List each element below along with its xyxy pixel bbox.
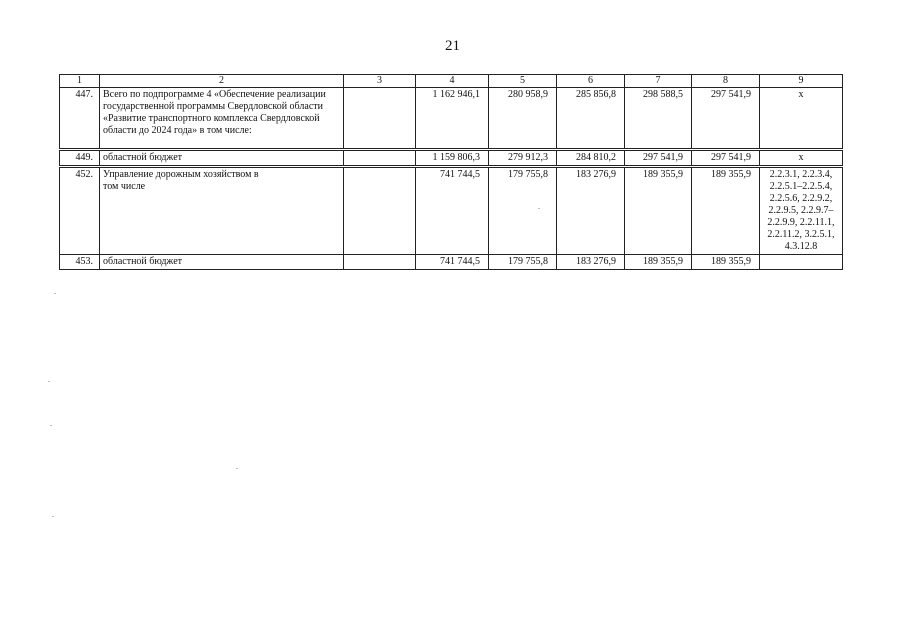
scan-speck [54,293,56,294]
scan-speck [236,468,238,469]
row-col9: 2.2.3.1, 2.2.3.4, 2.2.5.1–2.2.5.4, 2.2.5.6, 2.2.9.2, 2.2.9.5, 2.2.9.7–2.2.9.9, 2.2.11.1, 2.2.11.2, 3.2.5.1, 4.3.12.8 [760,167,843,255]
header-cell: 4 [416,75,489,88]
row-col8: 297 541,9 [692,88,760,150]
table-row [60,167,843,255]
table-row [60,150,843,167]
header-cell: 7 [625,75,692,88]
row-col6: 285 856,8 [557,88,625,150]
row-number: 447. [60,88,100,150]
row-number: 452. [60,167,100,255]
row-number: 449. [60,150,100,167]
header-cell: 3 [344,75,416,88]
row-name [100,167,344,255]
row-col4: 1 162 946,1 [416,88,489,150]
row-col8: 189 355,9 [692,255,760,270]
row-col7: 297 541,9 [625,150,692,167]
header-cell: 1 [60,75,100,88]
row-col5: 280 958,9 [489,88,557,150]
row-col3 [344,88,416,150]
row-col4: 741 744,5 [416,255,489,270]
row-col6: 284 810,2 [557,150,625,167]
scan-speck [48,381,50,382]
row-col6: 183 276,9 [557,167,625,255]
header-cell: 9 [760,75,843,88]
row-col5: 179 755,8 [489,167,557,255]
row-col3 [344,255,416,270]
row-name: областной бюджет [100,150,344,167]
header-row [60,75,843,88]
row-col7: 298 588,5 [625,88,692,150]
page-number: 21 [445,38,460,54]
row-col4: 1 159 806,3 [416,150,489,167]
row-col8: 297 541,9 [692,150,760,167]
row-col5: 279 912,3 [489,150,557,167]
header-cell: 2 [100,75,344,88]
row-name: Всего по подпрограмме 4 «Обеспечение реализации государственной программы Свердловской области «Развитие транспортного комплекса Свердловской области до 2024 года» в том числе: [100,88,344,150]
row-name-line: Управление дорожным хозяйством в том числе [103,169,259,192]
row-col7: 189 355,9 [625,167,692,255]
row-col9: х [760,88,843,150]
row-name: областной бюджет [100,255,344,270]
header-cell: 8 [692,75,760,88]
row-col6: 183 276,9 [557,255,625,270]
budget-table [59,74,843,270]
row-col4: 741 744,5 [416,167,489,255]
scan-speck [52,516,54,517]
scan-speck [50,425,52,426]
header-cell: 6 [557,75,625,88]
row-col3 [344,167,416,255]
row-number: 453. [60,255,100,270]
row-col9 [760,255,843,270]
row-col5: 179 755,8 [489,255,557,270]
row-col7: 189 355,9 [625,255,692,270]
row-col9: х [760,150,843,167]
table-row [60,88,843,150]
row-col3 [344,150,416,167]
row-col8: 189 355,9 [692,167,760,255]
scan-speck [538,208,540,209]
table-row [60,255,843,270]
header-cell: 5 [489,75,557,88]
